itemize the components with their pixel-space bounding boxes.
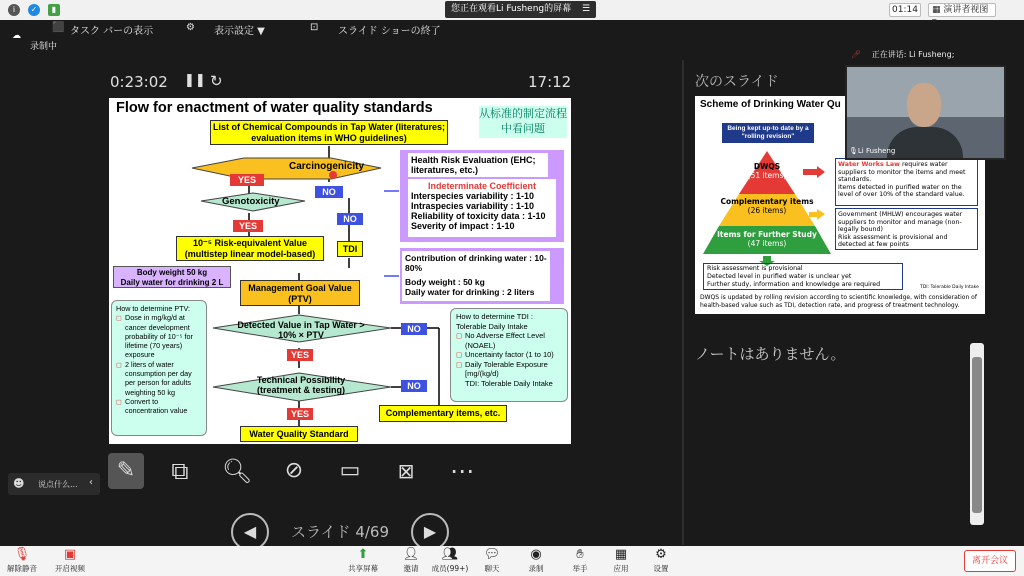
further-count: (47 items)	[747, 239, 787, 248]
record-button[interactable]	[516, 546, 556, 576]
law-name: Water Works Law	[838, 161, 900, 168]
tdi-info-box	[450, 308, 568, 402]
body-weight-left: Body weight 50 kg	[136, 268, 208, 277]
invite-label: 邀请	[403, 564, 419, 573]
share-screen-button[interactable]	[343, 546, 383, 576]
apps-icon: ▦	[614, 547, 628, 562]
members-label: 成员(99+)	[431, 564, 469, 573]
daily-water-left: Daily water for drinking 2 L	[120, 278, 224, 287]
recording-indicator	[12, 31, 57, 52]
ptv-item: Dose in mg/kg/d at cancer development probability of 10⁻⁵ for lifetime (70 years) exposure	[125, 313, 193, 360]
speaker-video[interactable]	[845, 45, 1006, 160]
pen-icon[interactable]: ✎	[108, 453, 144, 489]
bullet-icon: ◻	[456, 350, 463, 359]
meeting-timer: 01:14	[889, 3, 921, 17]
mute-label: 解除静音	[7, 564, 37, 573]
video-name-tag	[849, 147, 895, 155]
signal-icon: ▮	[48, 4, 60, 16]
end-show-button[interactable]: スライド ショーの終了	[338, 26, 441, 37]
bullet-icon: ◻	[456, 359, 463, 369]
camera-off-icon[interactable]: ⊠	[397, 459, 415, 483]
invite-button[interactable]	[391, 546, 431, 576]
ptv-item: Convert to concentration value	[125, 396, 188, 416]
settings-label: 设置	[653, 564, 669, 573]
hand-icon: ✋︎	[576, 547, 584, 562]
restart-icon[interactable]: ↻	[210, 72, 223, 90]
display-settings-icon: ⚙	[186, 22, 195, 33]
tdi-title: How to determine TDI : Tolerable Daily Intake	[456, 312, 533, 331]
gov-text-1: Government (MHLW) encourages water suppliers to monitor and manage (non-legally bound)	[838, 211, 963, 233]
info-icon[interactable]: i	[8, 4, 20, 16]
ptv-title: How to determine PTV:	[116, 304, 191, 313]
share-screen-icon: ⬆	[357, 547, 369, 562]
coef-line: Severity of impact : 1-10	[411, 221, 515, 231]
bullet-icon: ◻	[116, 396, 122, 406]
bullet-icon: ◻	[456, 331, 463, 340]
next-slide-button[interactable]: ▶	[411, 513, 449, 551]
speaking-label: 正在讲话: Li Fusheng;	[871, 50, 955, 59]
dwqs-label: DWQS	[753, 162, 781, 171]
chat-input[interactable]	[8, 473, 100, 495]
chat-placeholder: 说点什么...	[38, 480, 78, 489]
coef-line: Interspecies variability : 1-10	[411, 191, 535, 201]
pane-divider[interactable]	[682, 60, 684, 545]
bullet-icon: ◻	[116, 359, 122, 369]
law-text: requires water suppliers to monitor the items and meet standards.	[838, 161, 966, 183]
next-slide-title: Scheme of Drinking Water Qu	[700, 99, 841, 110]
subtitles-icon[interactable]: ▭	[339, 458, 361, 483]
ptv-info-box	[111, 300, 207, 436]
share-label: 共享屏幕	[348, 564, 378, 573]
yes-label-1: YES	[230, 174, 264, 186]
video-name: Li Fusheng	[857, 147, 896, 155]
slide-title: Flow for enactment of water quality standards	[116, 100, 433, 116]
further-text: Risk assessment is provisional	[707, 265, 803, 272]
further-study-box	[703, 263, 903, 290]
leave-meeting-button[interactable]: 离开会议	[964, 550, 1016, 572]
meeting-toolbar	[0, 546, 1024, 576]
invite-icon: 👤︎	[402, 547, 420, 562]
collapse-icon[interactable]: ‹	[89, 477, 93, 488]
members-button[interactable]	[430, 546, 470, 576]
yes-label-3: YES	[287, 349, 313, 361]
presenter-view-button[interactable]	[928, 3, 996, 27]
yes-label-2: YES	[233, 220, 263, 232]
presenter-menu	[0, 20, 1024, 42]
mic-small-icon: 🎙︎	[849, 147, 858, 155]
health-risk-title: Health Risk Evaluation (EHC; literatures, etc.)	[408, 153, 548, 177]
pointer-off-icon[interactable]: ⊘	[284, 458, 304, 483]
grid-icon: ▦	[932, 5, 941, 15]
health-risk-panel	[400, 150, 564, 242]
tdi-box: TDI	[337, 241, 363, 257]
genotoxicity-decision: Genotoxicity	[222, 196, 280, 207]
tdi-item: No Adverse Effect Level (NOAEL)	[465, 331, 545, 350]
chinese-annotation: 从标准的制定流程中看问题	[479, 106, 567, 138]
management-goal-box: Management Goal Value (PTV)	[240, 280, 360, 306]
video-label: 开启视频	[55, 564, 85, 573]
chat-icon: 💬︎	[483, 547, 501, 562]
show-taskbar-button[interactable]: タスク バーの表示	[70, 26, 154, 37]
raise-label: 举手	[572, 564, 588, 573]
elapsed-timer: 0:23:02	[110, 73, 168, 91]
complementary-box: Complementary items, etc.	[379, 405, 507, 422]
gov-box	[835, 208, 978, 250]
gear-icon: ⚙	[655, 547, 667, 562]
no-label-3: NO	[401, 323, 427, 335]
current-slide	[109, 98, 571, 444]
all-slides-icon[interactable]: ⧉	[171, 457, 189, 485]
slide-counter: スライド 4/69	[291, 523, 390, 541]
apps-label: 应用	[613, 564, 629, 573]
coef-line: Intraspecies variability : 1-10	[411, 201, 535, 211]
contribution-text: Contribution of drinking water : 10-80%	[405, 253, 547, 273]
rolling-revision-badge: Being kept up-to date by a "rolling revision"	[722, 123, 814, 143]
record-label: 录制	[528, 564, 544, 573]
pause-icon[interactable]: ❚❚	[184, 73, 206, 88]
menu-icon[interactable]: ☰	[582, 4, 591, 14]
slide-nav	[231, 513, 449, 549]
video-off-icon: ▣	[63, 547, 77, 562]
law-box	[835, 158, 978, 206]
settings-button[interactable]	[641, 546, 681, 576]
end-show-icon: ⊡	[310, 22, 319, 33]
yes-label-4: YES	[287, 408, 313, 420]
members-icon: 👥︎	[441, 547, 459, 562]
title-bar	[0, 0, 1024, 27]
speaker-face	[907, 83, 941, 127]
dwqs-count: (51 items)	[747, 171, 787, 180]
no-label-1: NO	[315, 186, 343, 198]
coef-line: Reliability of toxicity data : 1-10	[411, 211, 546, 221]
scroll-thumb[interactable]	[972, 357, 982, 513]
ptv-item: 2 liters of water consumption per day per person for adults weighting 50 kg	[125, 359, 192, 397]
speaker-notes[interactable]: ノートはありません。	[695, 345, 846, 363]
tdi-item: Daily Tolerable Exposure [mg/(kg/d)	[465, 359, 548, 378]
record-icon: ◉	[530, 547, 542, 562]
carcinogenicity-decision: Carcinogenicity	[289, 161, 365, 172]
clock: 17:12	[528, 73, 572, 91]
indeterminate-heading: Indeterminate Coefficient	[427, 181, 537, 191]
speaker-body	[887, 127, 963, 158]
previous-slide-button[interactable]: ◀	[231, 513, 269, 551]
mic-icon: 🎤︎	[851, 50, 862, 59]
tdi-item: Uncertainty factor (1 to 10)	[465, 350, 554, 359]
tdi-note: TDI: Tolerable Daily Intake	[920, 285, 979, 290]
zoom-icon[interactable]: 🔍︎	[221, 457, 253, 485]
no-label-4: NO	[401, 380, 427, 392]
taskbar-icon: ⬛	[52, 22, 65, 33]
technical-decision: Technical Possibility (treatment & testing)	[256, 375, 346, 395]
mute-button[interactable]	[2, 546, 42, 576]
comp-label: Complementary items	[720, 197, 814, 206]
chat-label: 聊天	[484, 564, 500, 573]
video-button[interactable]	[50, 546, 90, 576]
body-weight-right: Body weight : 50 kg	[405, 277, 485, 287]
bullet-icon: ◻	[116, 313, 122, 323]
tdi-footnote: TDI: Tolerable Daily Intake	[465, 378, 553, 388]
notes-scrollbar[interactable]	[970, 343, 984, 525]
recording-label: 录制中	[30, 42, 58, 52]
daily-water-right: Daily water for drinking : 2 liters	[405, 287, 535, 297]
water-quality-standard-box: Water Quality Standard	[240, 426, 358, 442]
share-banner-text: 您正在观看Li Fusheng的屏幕	[451, 4, 572, 14]
list-box: List of Chemical Compounds in Tap Water (literatures; evaluation items in WHO guidelines)	[210, 120, 448, 145]
raise-hand-button[interactable]	[560, 546, 600, 576]
law-text-2: Items detected in purified water on the level of over 10% of the standard value.	[838, 183, 965, 198]
mic-off-icon: 🎙︎	[13, 547, 31, 562]
chat-button[interactable]	[472, 546, 512, 576]
display-settings-button[interactable]: 表示設定 ▼	[214, 26, 265, 37]
apps-button[interactable]	[601, 546, 641, 576]
detected-decision: Detected Value in Tap Water > 10% × PTV	[237, 320, 365, 340]
presenter-view-label: 演讲者视图	[943, 5, 989, 15]
next-slide-footer: DWQS is updated by rolling revision according to scientific knowledge, with consideration of health-based value such as TDI, detection rate, and progress of treatment technology.	[700, 294, 977, 309]
risk-equivalent-box: 10⁻⁵ Risk-equivalent Value (multistep linear model-based)	[176, 236, 324, 261]
contribution-panel	[400, 248, 564, 304]
video-feed	[847, 67, 1004, 158]
shield-icon[interactable]: ✓	[28, 4, 40, 16]
cloud-icon: ☁	[12, 31, 21, 41]
gov-text-2: Risk assessment is provisional and detected at few points	[838, 233, 948, 248]
further-text: Further study, information and knowledge are required	[707, 281, 881, 288]
share-banner[interactable]	[445, 1, 596, 18]
next-slide-label: 次のスライド	[695, 74, 779, 90]
emoji-icon[interactable]: ☻	[13, 477, 25, 490]
further-text: Detected level in purified water is unclear yet	[707, 273, 852, 280]
chevron-down-icon: ▾	[932, 17, 937, 27]
no-label-2: NO	[337, 213, 363, 225]
assumption-box	[113, 266, 231, 288]
more-icon[interactable]: ⋯	[450, 457, 474, 485]
comp-count: (26 items)	[747, 206, 787, 215]
further-label: Items for Further Study	[717, 230, 817, 239]
